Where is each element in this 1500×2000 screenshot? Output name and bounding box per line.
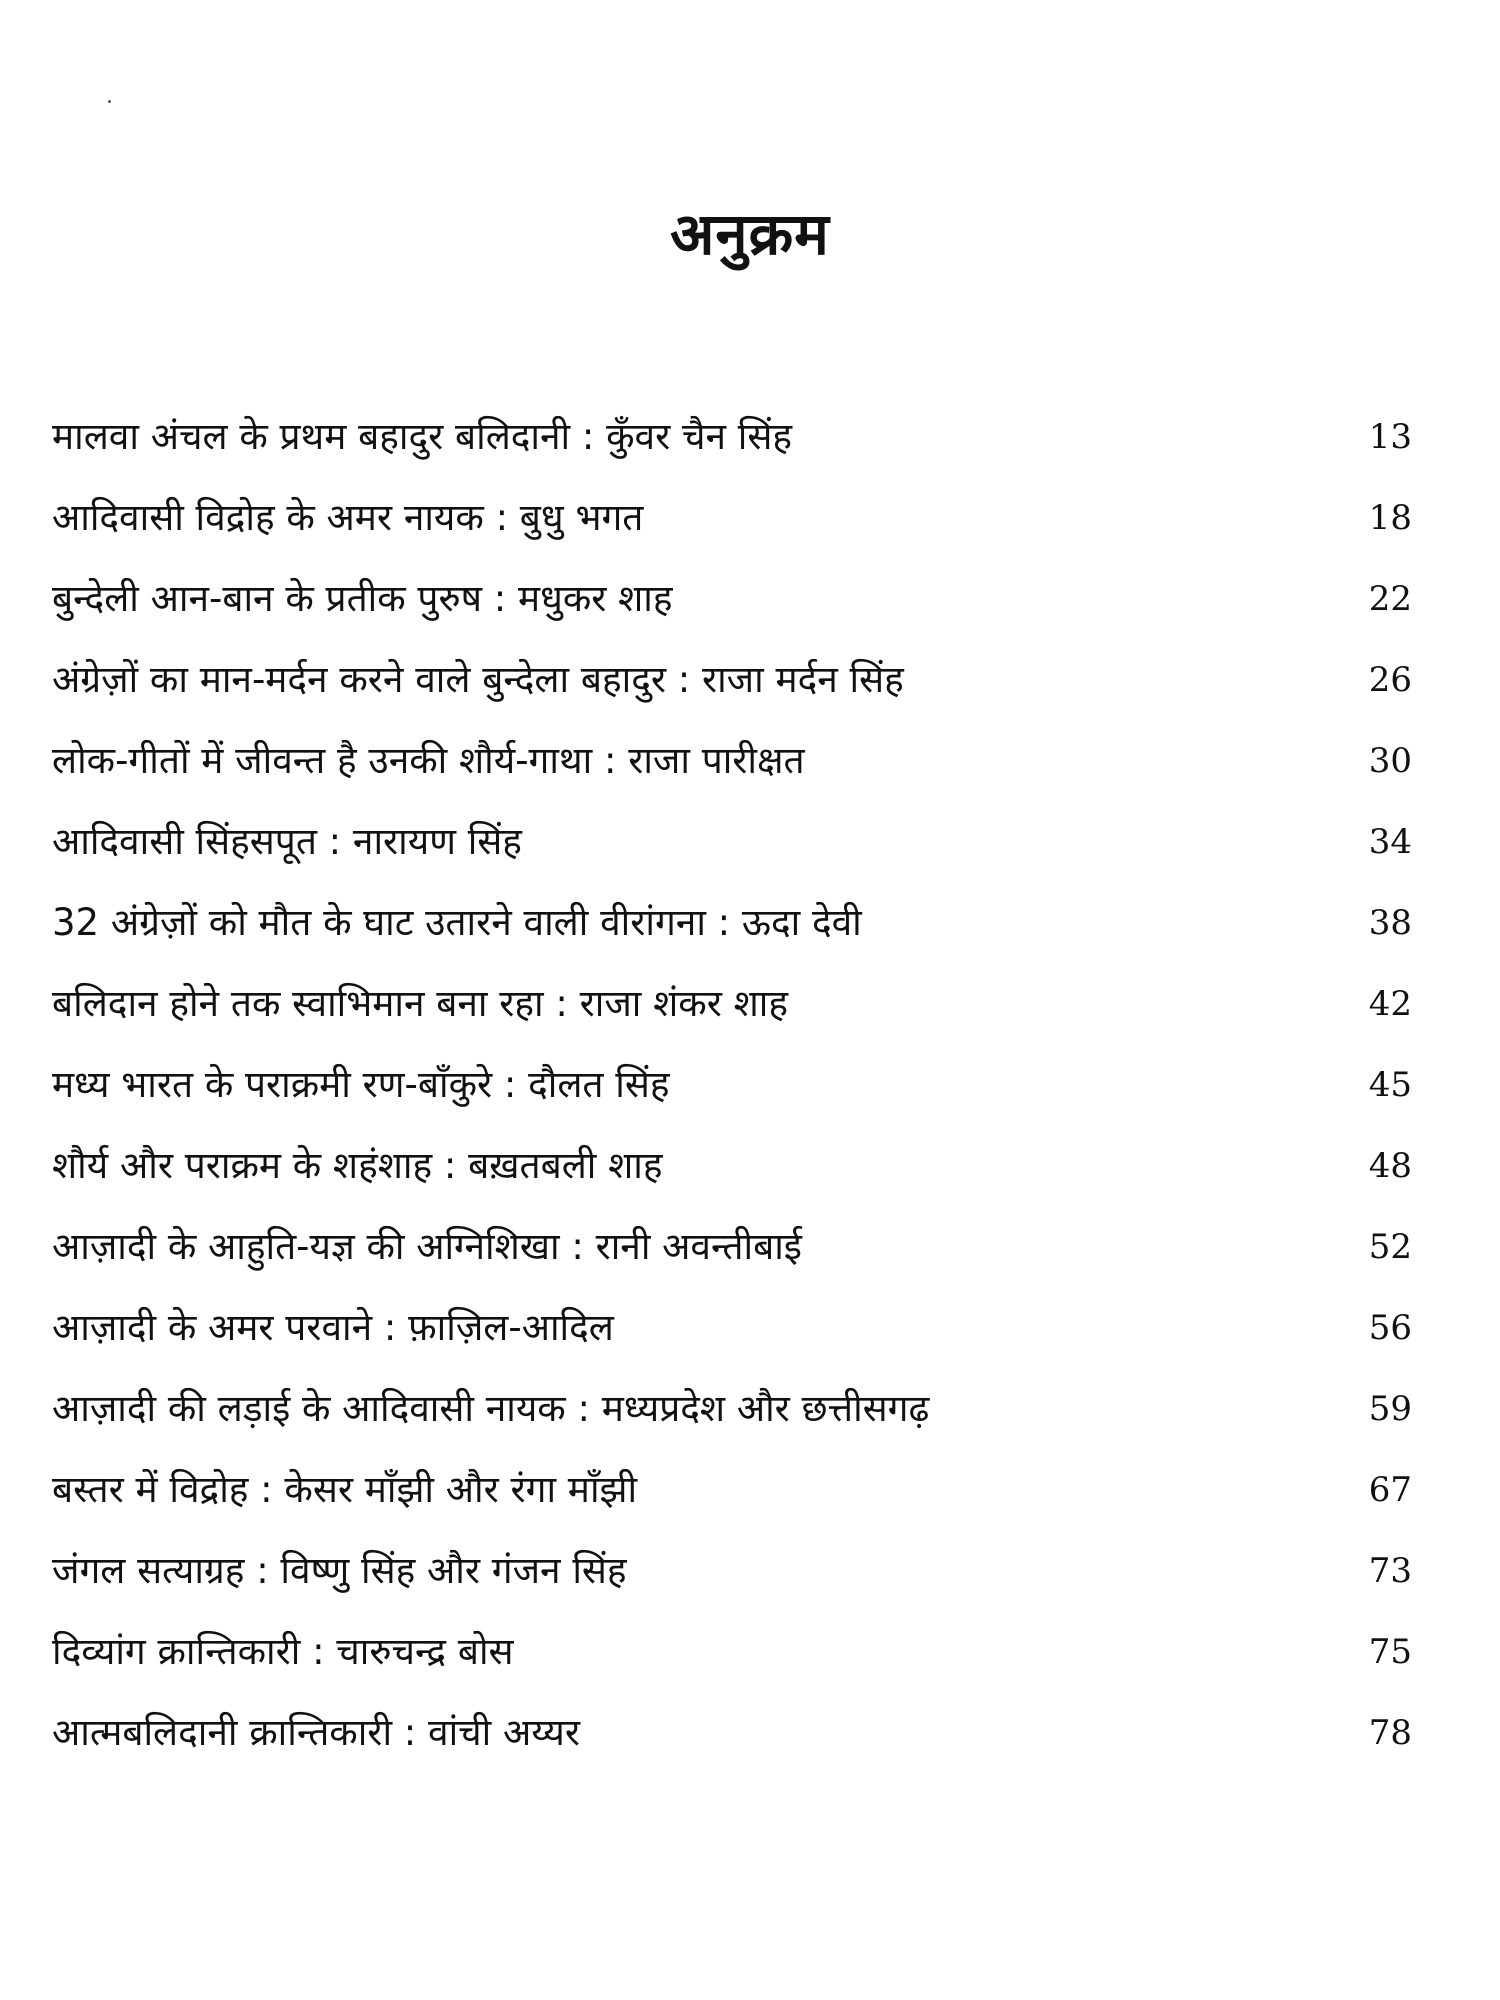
table-of-contents xyxy=(52,396,1412,1773)
toc-entry-title: मध्य भारत के पराक्रमी रण-बाँकुरे : दौलत सिंह xyxy=(52,1063,670,1106)
toc-entry-title: आदिवासी विद्रोह के अमर नायक : बुधु भगत xyxy=(52,496,644,539)
toc-entry-page-number: 38 xyxy=(1368,902,1412,943)
toc-entry xyxy=(52,963,1412,1044)
toc-entry-title: बस्तर में विद्रोह : केसर माँझी और रंगा माँझी xyxy=(52,1468,638,1511)
toc-entry-page-number: 48 xyxy=(1368,1145,1412,1186)
toc-entry-title: आज़ादी की लड़ाई के आदिवासी नायक : मध्यप्रदेश और छत्तीसगढ़ xyxy=(52,1387,930,1430)
toc-entry-page-number: 42 xyxy=(1368,983,1412,1024)
toc-entry-page-number: 13 xyxy=(1368,416,1412,457)
toc-entry-title: लोक-गीतों में जीवन्त है उनकी शौर्य-गाथा : राजा पारीक्षत xyxy=(52,739,805,782)
toc-entry xyxy=(52,1449,1412,1530)
scan-speck xyxy=(108,100,111,103)
toc-entry-page-number: 26 xyxy=(1368,659,1412,700)
toc-entry xyxy=(52,1692,1412,1773)
toc-entry xyxy=(52,1530,1412,1611)
toc-entry-title: बलिदान होने तक स्वाभिमान बना रहा : राजा शंकर शाह xyxy=(52,982,788,1025)
toc-entry-title: आज़ादी के आहुति-यज्ञ की अग्निशिखा : रानी अवन्तीबाई xyxy=(52,1225,802,1268)
page-title: अनुक्रम xyxy=(670,200,830,268)
toc-entry-page-number: 30 xyxy=(1368,740,1412,781)
toc-entry-page-number: 75 xyxy=(1368,1631,1412,1672)
toc-entry-page-number: 73 xyxy=(1368,1550,1412,1591)
toc-entry-title: आत्मबलिदानी क्रान्तिकारी : वांची अय्यर xyxy=(52,1711,581,1754)
toc-entry-page-number: 59 xyxy=(1368,1388,1412,1429)
toc-entry xyxy=(52,558,1412,639)
toc-entry-title: दिव्यांग क्रान्तिकारी : चारुचन्द्र बोस xyxy=(52,1630,514,1673)
toc-entry xyxy=(52,1206,1412,1287)
toc-entry-title: जंगल सत्याग्रह : विष्णु सिंह और गंजन सिंह xyxy=(52,1549,627,1592)
toc-entry-title: अंग्रेज़ों का मान-मर्दन करने वाले बुन्देला बहादुर : राजा मर्दन सिंह xyxy=(52,658,904,701)
toc-entry-page-number: 22 xyxy=(1368,578,1412,619)
toc-entry-page-number: 18 xyxy=(1368,497,1412,538)
toc-entry-title: 32 अंग्रेज़ों को मौत के घाट उतारने वाली वीरांगना : ऊदा देवी xyxy=(52,901,862,944)
toc-entry-title: आदिवासी सिंहसपूत : नारायण सिंह xyxy=(52,820,522,863)
toc-entry xyxy=(52,882,1412,963)
toc-entry xyxy=(52,1044,1412,1125)
toc-entry xyxy=(52,639,1412,720)
toc-entry xyxy=(52,720,1412,801)
toc-entry xyxy=(52,1611,1412,1692)
toc-entry-title: बुन्देली आन-बान के प्रतीक पुरुष : मधुकर शाह xyxy=(52,577,673,620)
toc-entry xyxy=(52,477,1412,558)
toc-entry xyxy=(52,396,1412,477)
toc-entry-title: शौर्य और पराक्रम के शहंशाह : बख़तबली शाह xyxy=(52,1144,663,1187)
toc-entry-title: मालवा अंचल के प्रथम बहादुर बलिदानी : कुँवर चैन सिंह xyxy=(52,415,793,458)
toc-entry-page-number: 45 xyxy=(1368,1064,1412,1105)
toc-entry-page-number: 67 xyxy=(1368,1469,1412,1510)
toc-entry-page-number: 56 xyxy=(1368,1307,1412,1348)
toc-entry-page-number: 78 xyxy=(1368,1712,1412,1753)
toc-entry-title: आज़ादी के अमर परवाने : फ़ाज़िल-आदिल xyxy=(52,1306,614,1349)
toc-entry xyxy=(52,1287,1412,1368)
toc-entry-page-number: 34 xyxy=(1368,821,1412,862)
toc-entry xyxy=(52,801,1412,882)
toc-entry xyxy=(52,1125,1412,1206)
toc-entry-page-number: 52 xyxy=(1368,1226,1412,1267)
toc-entry xyxy=(52,1368,1412,1449)
